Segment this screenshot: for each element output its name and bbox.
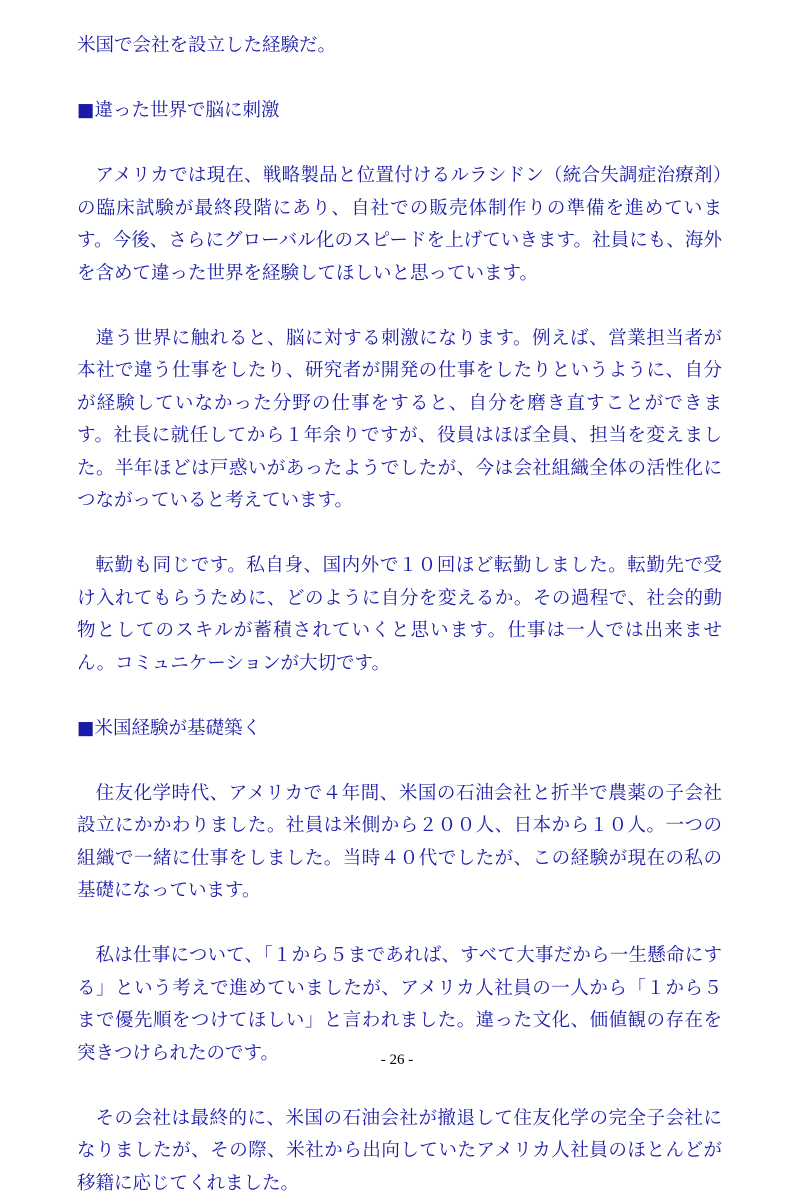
section-heading-text: 米国経験が基礎築く (94, 718, 261, 739)
section-heading-1 (77, 95, 722, 128)
square-bullet-icon: ■ (77, 100, 94, 121)
spacer (77, 1070, 722, 1103)
paragraph-1: アメリカでは現在、戦略製品と位置付けるルラシドン（統合失調症治療剤）の臨床試験が最終段階にあり、自社での販売体制作りの準備を進めています。今後、さらにグローバル化のスピードを上げていきます。社員にも、海外を含めて違った世界を経験してほしいと思っています。 (77, 160, 722, 290)
document-body (77, 30, 722, 1200)
paragraph-4: 住友化学時代、アメリカで４年間、米国の石油会社と折半で農薬の子会社設立にかかわりました。社員は米側から２００人、日本から１０人。一つの組織で一緒に仕事をしました。当時４０代でしたが、この経験が現在の私の基礎になっています。 (77, 778, 722, 908)
spacer (77, 518, 722, 551)
paragraph-6: その会社は最終的に、米国の石油会社が撤退して住友化学の完全子会社になりましたが、その際、米社から出向していたアメリカ人社員のほとんどが移籍に応じてくれました。 (77, 1103, 722, 1200)
paragraph-3: 転勤も同じです。私自身、国内外で１０回ほど転勤しました。転勤先で受け入れてもらうために、どのように自分を変えるか。その過程で、社会的動物としてのスキルが蓄積されていくと思います。仕事は一人では出来ません。コミュニケーションが大切です。 (77, 550, 722, 680)
paragraph-2: 違う世界に触れると、脳に対する刺激になります。例えば、営業担当者が本社で違う仕事をしたり、研究者が開発の仕事をしたりというように、自分が経験していなかった分野の仕事をすると、自分を磨き直すことができます。社長に就任してから１年余りですが、役員はほぼ全員、担当を変えました。半年ほどは戸惑いがあったようでしたが、今は会社組織全体の活性化につながっていると考えています。 (77, 323, 722, 518)
spacer (77, 745, 722, 778)
spacer (77, 908, 722, 941)
intro-line: 米国で会社を設立した経験だ。 (77, 30, 722, 63)
spacer (77, 128, 722, 161)
spacer (77, 680, 722, 713)
spacer (77, 290, 722, 323)
spacer (77, 63, 722, 96)
section-heading-2 (77, 713, 722, 746)
page-number: - 26 - (0, 1052, 794, 1069)
section-heading-text: 違った世界で脳に刺激 (94, 100, 279, 121)
paragraph-5: 私は仕事について、「１から５まであれば、すべて大事だから一生懸命にする」という考えで進めていましたが、アメリカ人社員の一人から「１から５まで優先順をつけてほしい」と言われました。違った文化、価値観の存在を突きつけられたのです。 (77, 940, 722, 1070)
square-bullet-icon: ■ (77, 718, 94, 739)
